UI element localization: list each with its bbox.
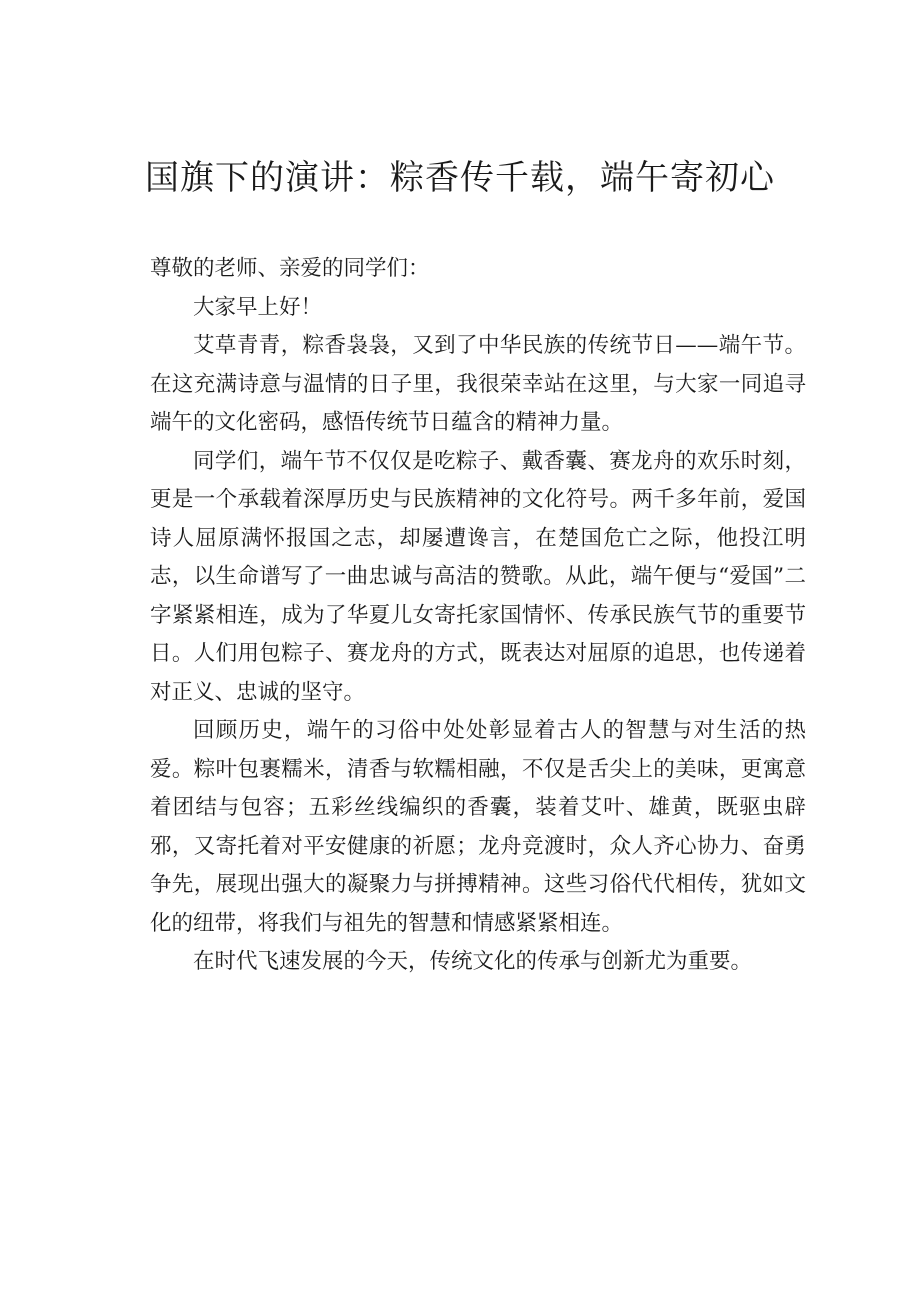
paragraph-intro: 艾草青青，粽香袅袅，又到了中华民族的传统节日——端午节。在这充满诗意与温情的日子里，我很荣幸站在这里，与大家一同追寻端午的文化密码，感悟传统节日蕴含的精神力量。	[150, 333, 806, 435]
paragraph-greeting: 大家早上好！	[193, 294, 323, 320]
document-title: 国旗下的演讲：粽香传千载，端午寄初心	[145, 158, 775, 198]
paragraph-customs: 回顾历史，端午的习俗中处处彰显着古人的智慧与对生活的热爱。粽叶包裹糯米，清香与软糯相融，不仅是舌尖上的美味，更寓意着团结与包容；五彩丝线编织的香囊，装着艾叶、雄黄，既驱虫辟邪，又寄托着对平安健康的祈愿；龙舟竞渡时，众人齐心协力、奋勇争先，展现出强大的凝聚力与拼搏精神。这些习俗代代相传，犹如文化的纽带，将我们与祖先的智慧和情感紧紧相连。	[150, 718, 806, 936]
document-body	[150, 250, 806, 982]
paragraph-modern: 在时代飞速发展的今天，传统文化的传承与创新尤为重要。	[193, 949, 753, 974]
salutation: 尊敬的老师、亲爱的同学们：	[150, 256, 430, 281]
paragraph-history: 同学们，端午节不仅仅是吃粽子、戴香囊、赛龙舟的欢乐时刻，更是一个承载着深厚历史与民族精神的文化符号。两千多年前，爱国诗人屈原满怀报国之志，却屡遭谗言，在楚国危亡之际，他投江明志，以生命谱写了一曲忠诚与高洁的赞歌。从此，端午便与“爱国”二字紧紧相连，成为了华夏儿女寄托家国情怀、传承民族气节的重要节日。人们用包粽子、赛龙舟的方式，既表达对屈原的追思，也传递着对正义、忠诚的坚守。	[150, 448, 806, 705]
